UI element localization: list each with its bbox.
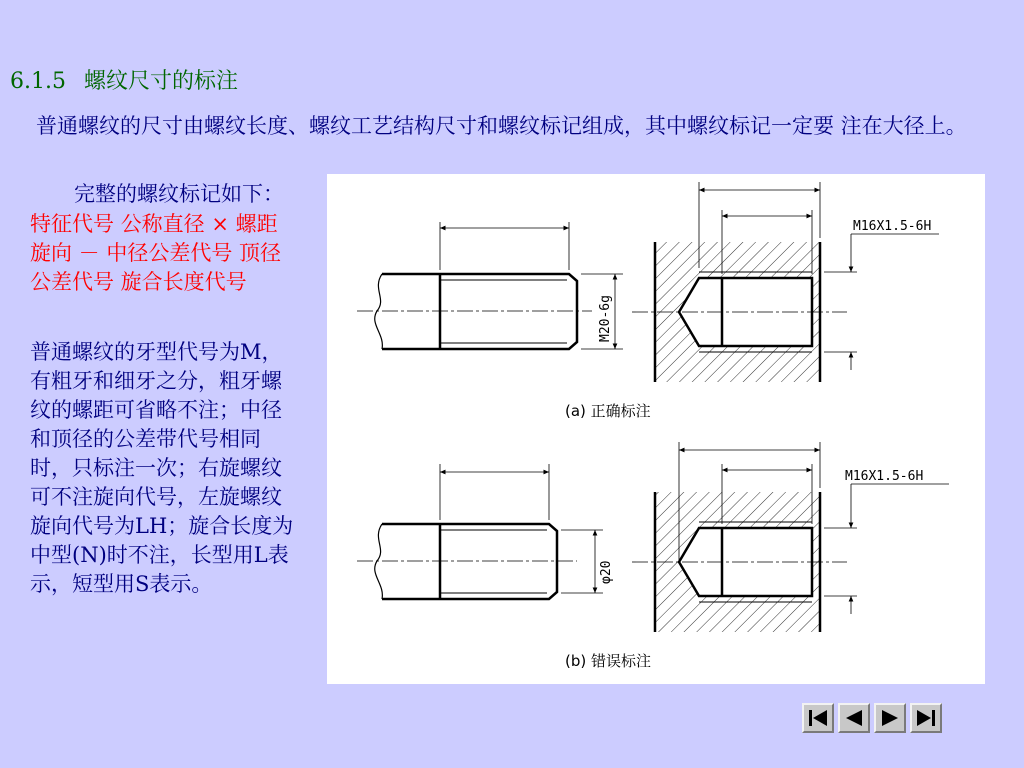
slide-navigation bbox=[802, 703, 942, 733]
external-thread-a bbox=[357, 222, 623, 349]
next-slide-button[interactable] bbox=[874, 703, 906, 733]
intro-paragraph: 普通螺纹的尺寸由螺纹长度、螺纹工艺结构尺寸和螺纹标记组成，其中螺纹标记一定要 注在大径上。 bbox=[36, 114, 967, 138]
last-slide-button[interactable] bbox=[910, 703, 942, 733]
internal-thread-a bbox=[632, 182, 939, 382]
external-dimension-b: φ20 bbox=[599, 560, 614, 584]
section-heading bbox=[10, 64, 238, 95]
external-dimension-a: M20-6g bbox=[598, 295, 613, 342]
first-page-icon bbox=[807, 708, 829, 728]
external-thread-b bbox=[357, 464, 603, 599]
caption-a: (a) 正确标注 bbox=[565, 402, 651, 420]
next-page-icon bbox=[879, 708, 901, 728]
thread-mark-format: 特征代号 公称直径 × 螺距 旋向 － 中径公差代号 顶径公差代号 旋合长度代号 bbox=[30, 212, 282, 294]
section-title: 螺纹尺寸的标注 bbox=[83, 69, 238, 94]
explanation-paragraph: 普通螺纹的牙型代号为M，有粗牙和细牙之分，粗牙螺纹的螺距可省略不注；中径和顶径的公差带代号相同时，只标注一次；右旋螺纹可不注旋向代号，左旋螺纹旋向代号为LH；旋合长度为中型(N)时不注，长型用L表示，短型用S表示。 bbox=[30, 340, 294, 596]
first-slide-button[interactable] bbox=[802, 703, 834, 733]
internal-dimension-a: M16X1.5-6H bbox=[853, 219, 932, 234]
lead-text: 完整的螺纹标记如下： bbox=[74, 182, 284, 206]
previous-page-icon bbox=[843, 708, 865, 728]
section-number: 6.1.5 bbox=[10, 69, 66, 94]
internal-dimension-b: M16X1.5-6H bbox=[845, 469, 924, 484]
caption-b: (b) 错误标注 bbox=[565, 652, 651, 670]
previous-slide-button[interactable] bbox=[838, 703, 870, 733]
last-page-icon bbox=[915, 708, 937, 728]
thread-dimension-figure bbox=[327, 174, 985, 684]
